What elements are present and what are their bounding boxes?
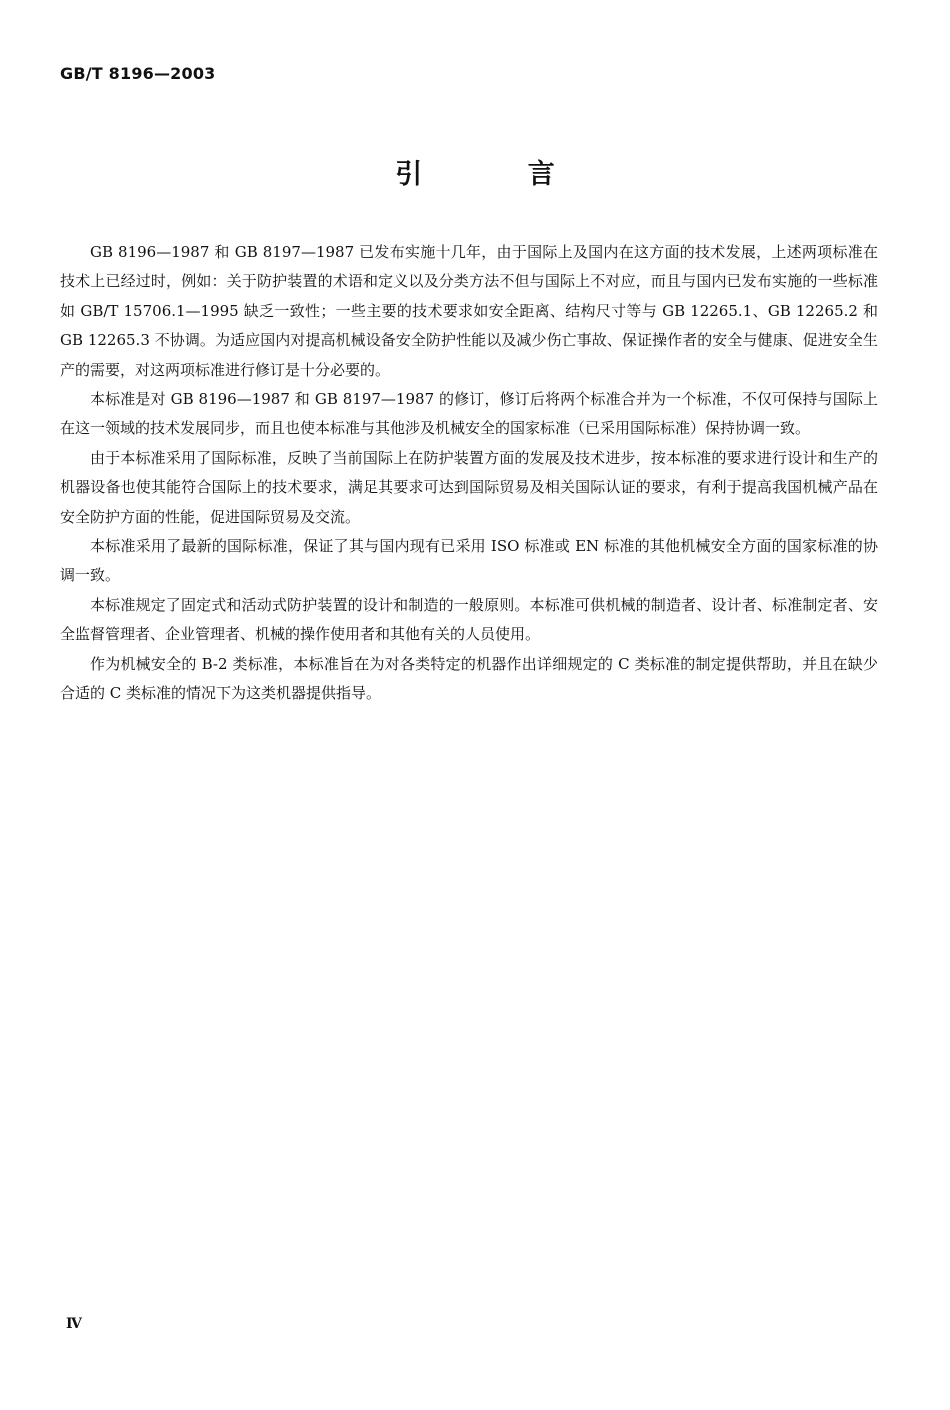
paragraph-6: 作为机械安全的 B-2 类标准，本标准旨在为对各类特定的机器作出详细规定的 C 类标准的制定提供帮助，并且在缺少合适的 C 类标准的情况下为这类机器提供指导。 [60, 654, 878, 703]
page-title: 引 言 [395, 159, 603, 190]
page-number: Ⅳ [66, 1316, 82, 1332]
paragraph-1: GB 8196—1987 和 GB 8197—1987 已发布实施十几年，由于国际上及国内在这方面的技术发展，上述两项标准在技术上已经过时，例如：关于防护装置的术语和定义以及分类方法不但与国际上不对应，而且与国内已发布实施的一些标准如 GB/T 15706.1—1995 缺乏一致性；一些主要的技术要求如安全距离、结构尺寸等与 GB 12265.1、GB 12265.2 和 GB 12265.3 不协调。为适应国内对提高机械设备安全防护性能以及减少伤亡事故、保证操作者的安全与健康、促进安全生产的需要，对这两项标准进行修订是十分必要的。 [60, 243, 878, 379]
paragraph-4: 本标准采用了最新的国际标准，保证了其与国内现有已采用 ISO 标准或 EN 标准的其他机械安全方面的国家标准的协调一致。 [60, 537, 878, 585]
paragraph-3: 由于本标准采用了国际标准，反映了当前国际上在防护装置方面的发展及技术进步，按本标准的要求进行设计和生产的机器设备也使其能符合国际上的技术要求，满足其要求可达到国际贸易及相关国际认证的要求，有利于提高我国机械产品在安全防护方面的性能，促进国际贸易及交流。 [60, 448, 878, 526]
document-code: GB/T 8196—2003 [60, 64, 216, 83]
paragraph-2: 本标准是对 GB 8196—1987 和 GB 8197—1987 的修订，修订后将两个标准合并为一个标准，不仅可保持与国际上在这一领域的技术发展同步，而且也使本标准与其他涉及机械安全的国家标准（已采用国际标准）保持协调一致。 [60, 390, 878, 438]
body-text [60, 238, 878, 709]
paragraph-5: 本标准规定了固定式和活动式防护装置的设计和制造的一般原则。本标准可供机械的制造者、设计者、标准制定者、安全监督管理者、企业管理者、机械的操作使用者和其他有关的人员使用。 [60, 595, 878, 644]
